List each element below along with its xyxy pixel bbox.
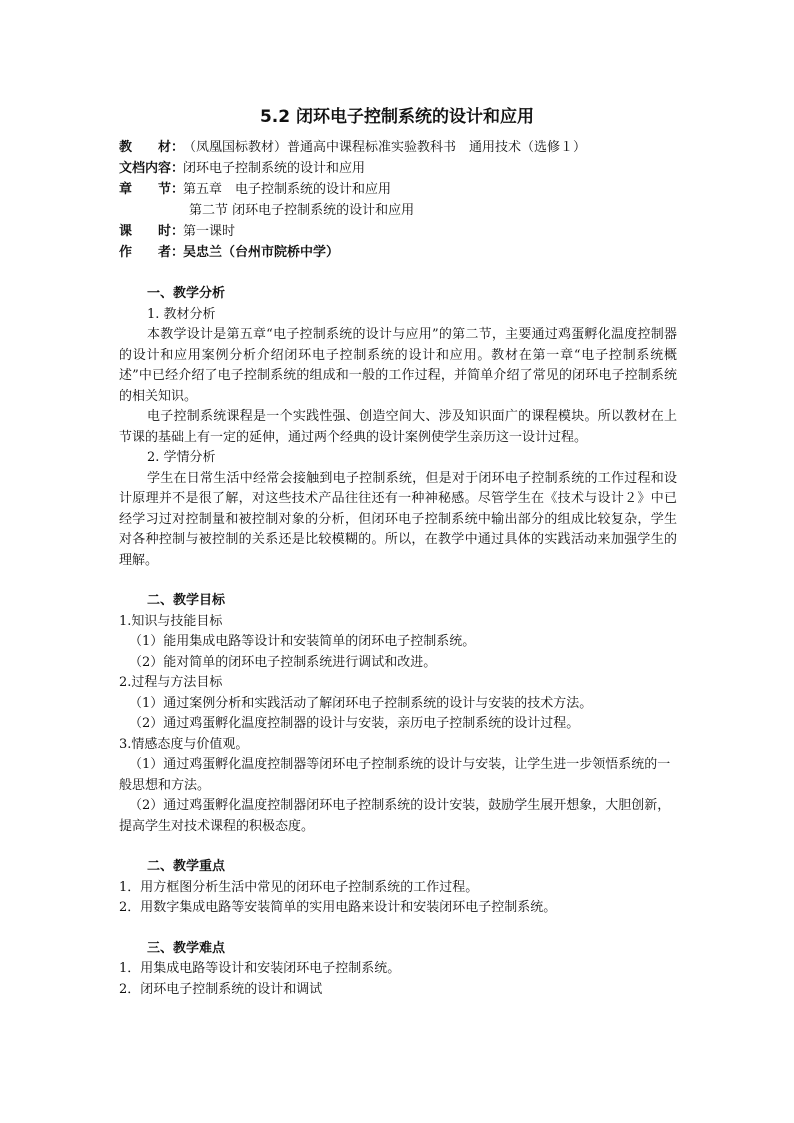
- meta-value: （凤凰国标教材）普通高中课程标准实验教科书 通用技术（选修１）: [183, 140, 587, 155]
- list-item: 3.情感态度与价值观。: [119, 736, 249, 752]
- list-item: （2）能对简单的闭环电子控制系统进行调试和改进。: [129, 654, 437, 670]
- paragraph: 本教学设计是第五章“电子控制系统的设计与应用”的第二节，主要通过鸡蛋孵化温度控制器的设计和应用案例分析介绍闭环电子控制系统的设计和应用。教材在第一章“电子控制系统概述”中已经介绍了电子控制系统的组成和一般的工作过程，并简单介绍了常见的闭环电子控制系统的相关知识。: [119, 327, 677, 404]
- meta-lesson: [119, 222, 679, 243]
- meta-label: 教 材：: [119, 140, 185, 155]
- meta-textbook: [119, 138, 679, 159]
- list-item: 2．用数字集成电路等安装简单的实用电路来设计和安装闭环电子控制系统。: [119, 900, 557, 915]
- list-item: （1）能用集成电路等设计和安装简单的闭环电子控制系统。: [129, 634, 476, 649]
- meta-value: 第一课时: [183, 224, 236, 239]
- spacer: [119, 571, 677, 591]
- list-item: 2.过程与方法目标: [119, 675, 223, 690]
- spacer: [119, 837, 677, 857]
- section-heading: 三、教学难点: [147, 940, 226, 956]
- meta-value: 第二节 闭环电子控制系统的设计和应用: [189, 203, 415, 218]
- list-item: 1.知识与技能目标: [119, 613, 223, 629]
- list-item: （2）通过鸡蛋孵化温度控制器的设计与安装，亲历电子控制系统的设计过程。: [129, 716, 580, 731]
- spacer: [119, 919, 677, 939]
- section-heading: 一、教学分析: [147, 286, 226, 301]
- meta-label: 章 节：: [119, 182, 185, 197]
- meta-label: 文档内容：: [119, 161, 185, 176]
- document-body: [119, 284, 677, 1000]
- meta-author: [119, 243, 679, 264]
- meta-value: 第五章 电子控制系统的设计和应用: [183, 182, 392, 197]
- subsection-heading: 1. 教材分析: [147, 306, 216, 322]
- section-heading: 二、教学目标: [147, 593, 226, 608]
- list-item: 2．闭环电子控制系统的设计和调试: [119, 981, 323, 997]
- meta-content: [119, 159, 679, 180]
- list-item: （1）通过鸡蛋孵化温度控制器等闭环电子控制系统的设计与安装，让学生进一步领悟系统的一般思想和方法。: [119, 757, 671, 793]
- page-title: 5.2 闭环电子控制系统的设计和应用: [259, 107, 535, 127]
- meta-value: 闭环电子控制系统的设计和应用: [183, 161, 366, 176]
- section-heading: 二、教学重点: [147, 859, 226, 874]
- paragraph: 电子控制系统课程是一个实践性强、创造空间大、涉及知识面广的课程模块。所以教材在上节课的基础上有一定的延伸，通过两个经典的设计案例使学生亲历这一设计过程。: [119, 409, 677, 445]
- list-item: 1．用方框图分析生活中常见的闭环电子控制系统的工作过程。: [119, 879, 479, 895]
- paragraph: 学生在日常生活中经常会接触到电子控制系统，但是对于闭环电子控制系统的工作过程和设计原理并不是很了解，对这些技术产品往往还有一种神秘感。尽管学生在《技术与设计２》中已经学习过对控制量和被控制对象的分析，但闭环电子控制系统中输出部分的组成比较复杂，学生对各种控制与被控制的关系还是比较模糊的。所以，在教学中通过具体的实践活动来加强学生的理解。: [119, 470, 677, 568]
- meta-value: 吴忠兰（台州市院桥中学）: [183, 245, 340, 260]
- meta-label: 作 者：: [119, 245, 185, 260]
- document-meta: [119, 138, 679, 264]
- meta-label: 课 时：: [119, 224, 185, 239]
- subsection-heading: 2. 学情分析: [147, 450, 216, 465]
- list-item: （1）通过案例分析和实践活动了解闭环电子控制系统的设计与安装的技术方法。: [129, 695, 593, 711]
- meta-chapter: [119, 180, 679, 201]
- list-item: （2）通过鸡蛋孵化温度控制器闭环电子控制系统的设计安装，鼓励学生展开想象，大胆创新，提高学生对技术课程的积极态度。: [119, 798, 671, 834]
- list-item: 1．用集成电路等设计和安装闭环电子控制系统。: [119, 961, 401, 976]
- meta-section: [119, 201, 679, 222]
